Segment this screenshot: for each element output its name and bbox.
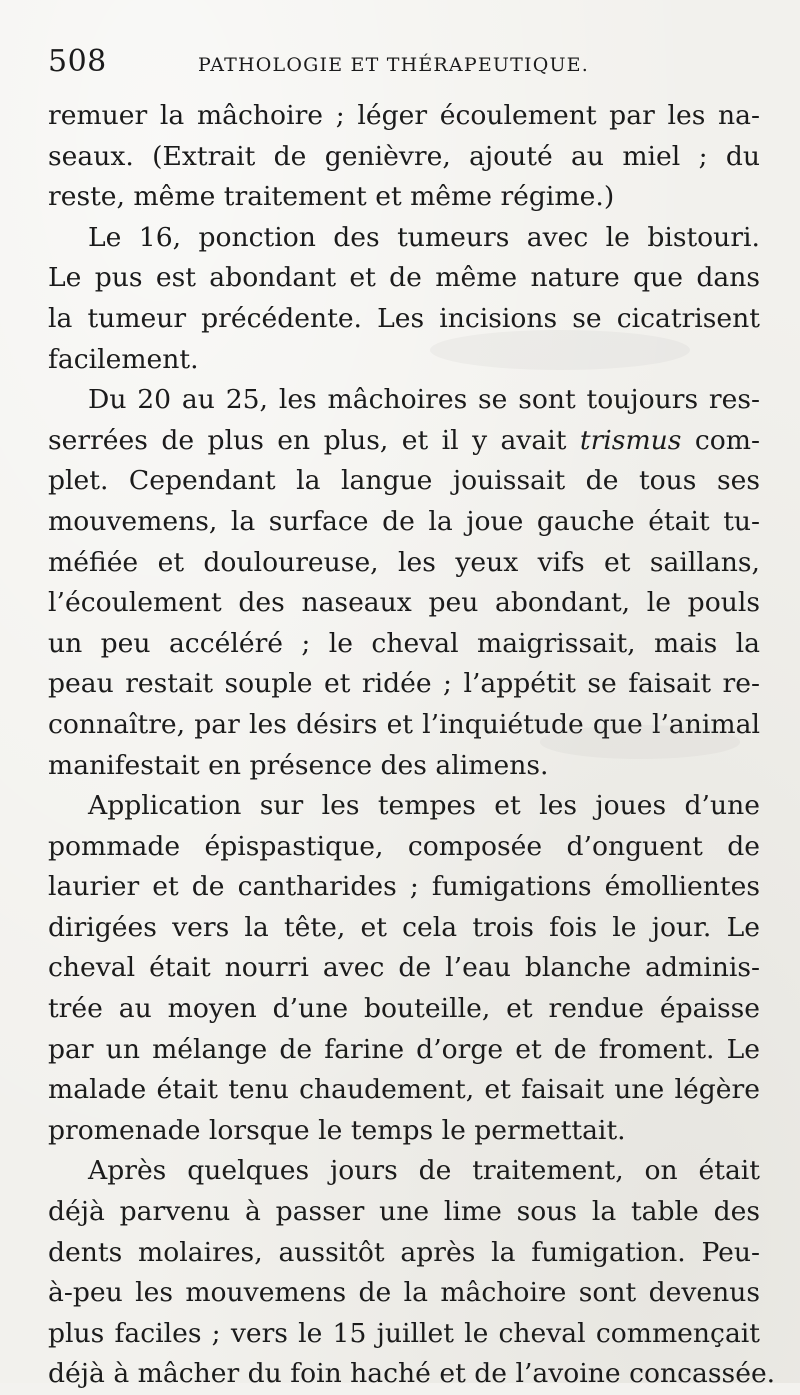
paragraph xyxy=(48,96,760,218)
text-line: reste, même traitement et même régime.) xyxy=(48,181,615,213)
text-line: méfiée et douloureuse, les yeux vifs et saillans, xyxy=(48,546,760,578)
text-line: seaux. (Extrait de genièvre, ajouté au miel ; du xyxy=(48,140,760,172)
text-fragment: com- xyxy=(681,424,760,456)
text-line: Le pus est abondant et de même nature que dans xyxy=(48,262,760,294)
text-fragment: serrées de plus en plus, et il y avait xyxy=(48,424,580,456)
text-line: promenade lorsque le temps le permettait. xyxy=(48,1114,626,1146)
text-line: par un mélange de farine d’orge et de froment. Le xyxy=(48,1033,760,1065)
text-line: dents molaires, aussitôt après la fumigation. Peu- xyxy=(48,1236,760,1268)
paragraph xyxy=(48,786,760,1151)
page-number: 508 xyxy=(48,44,107,79)
text-line: connaître, par les désirs et l’inquiétude que l’animal xyxy=(48,708,760,740)
text-line: laurier et de cantharides ; fumigations émollientes xyxy=(48,871,760,903)
body-text xyxy=(48,96,776,1395)
text-line: facilement. xyxy=(48,343,199,375)
text-line: dirigées vers la tête, et cela trois fois le jour. Le xyxy=(48,911,760,943)
text-line: manifestait en présence des alimens. xyxy=(48,749,549,781)
text-line: Le 16, ponction des tumeurs avec le bistouri. xyxy=(88,221,760,253)
text-line: malade était tenu chaudement, et faisait une légère xyxy=(48,1074,760,1106)
text-line: peau restait souple et ridée ; l’appétit se faisait re- xyxy=(48,668,760,700)
text-line: remuer la mâchoire ; léger écoulement par les na- xyxy=(48,100,760,131)
italic-term: trismus xyxy=(579,424,682,456)
page-header xyxy=(48,44,760,96)
text-line: trée au moyen d’une bouteille, et rendue épaisse xyxy=(48,993,760,1025)
text-line xyxy=(48,421,760,462)
text-line: Après quelques jours de traitement, on était xyxy=(88,1155,760,1187)
text-line: mouvemens, la surface de la joue gauche était tu- xyxy=(48,505,760,537)
paragraph xyxy=(48,218,760,380)
text-line: l’écoulement des naseaux peu abondant, le pouls xyxy=(48,587,760,619)
text-line: déjà parvenu à passer une lime sous la table des xyxy=(48,1196,760,1228)
text-line: Application sur les tempes et les joues d’une xyxy=(88,790,760,822)
text-line: Du 20 au 25, les mâchoires se sont toujours res- xyxy=(88,384,760,416)
paragraph xyxy=(48,380,760,786)
text-line: pommade épispastique, composée d’onguent de xyxy=(48,830,760,862)
text-line: plus faciles ; vers le 15 juillet le cheval commençait xyxy=(48,1317,760,1349)
text-line: un peu accéléré ; le cheval maigrissait, mais la xyxy=(48,627,760,659)
text-line: déjà à mâcher du foin haché et de l’avoine concassée. xyxy=(48,1358,776,1390)
running-head: PATHOLOGIE ET THÉRAPEUTIQUE. xyxy=(198,54,589,76)
paragraph xyxy=(48,1151,776,1395)
text-line: plet. Cependant la langue jouissait de tous ses xyxy=(48,465,760,497)
text-line: cheval était nourri avec de l’eau blanche adminis- xyxy=(48,952,760,984)
text-line: à-peu les mouvemens de la mâchoire sont devenus xyxy=(48,1277,760,1309)
text-line: la tumeur précédente. Les incisions se cicatrisent xyxy=(48,302,760,334)
